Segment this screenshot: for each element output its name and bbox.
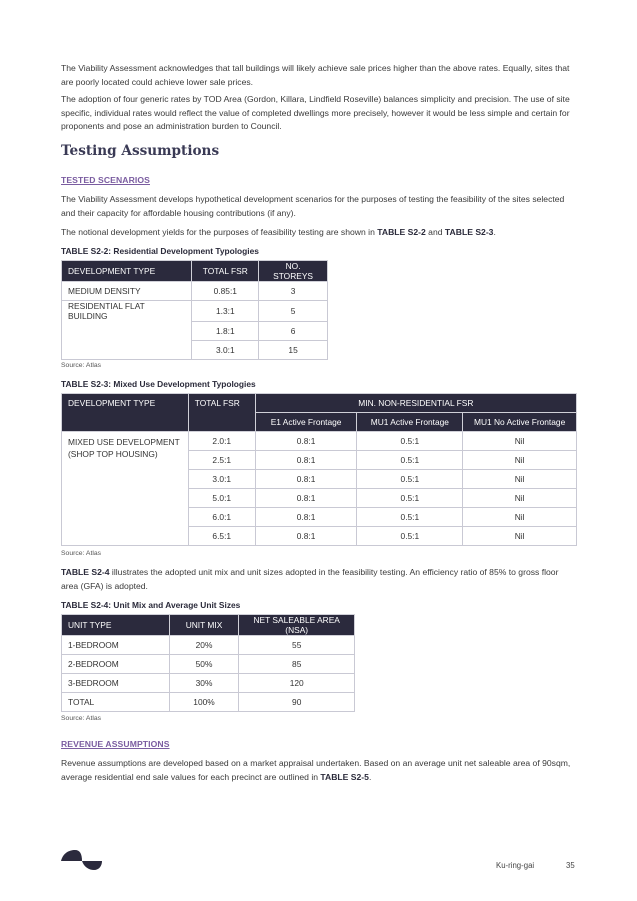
table-cell: 6 <box>259 321 328 340</box>
table-cell: Nil <box>463 489 577 508</box>
table-cell: Nil <box>463 451 577 470</box>
col-header-no-storeys: NO. STOREYS <box>259 261 328 282</box>
unit-mix-text: illustrates the adopted unit mix and unit sizes adopted in the feasibility testing. An efficiency ratio of 85% to gross floor area (GFA) is adopted. <box>61 567 559 591</box>
table-row <box>62 636 355 655</box>
table-ref-s2-5: TABLE S2-5 <box>320 771 369 782</box>
table-cell: 0.8:1 <box>255 527 357 546</box>
table-cell: 1.3:1 <box>192 301 259 322</box>
col-header-mu1-no-active-frontage: MU1 No Active Frontage <box>463 413 577 432</box>
table-cell: 0.5:1 <box>357 470 463 489</box>
table-cell: 0.5:1 <box>357 527 463 546</box>
revenue-text: Revenue assumptions are developed based on a market appraisal undertaken. Based on an average unit net saleable area of 90sqm, average residential end sale values for each precinct are outlined in <box>61 758 571 782</box>
table-s2-3-caption: TABLE S2-3: Mixed Use Development Typologies <box>61 379 256 389</box>
table-cell: 15 <box>259 340 328 359</box>
table-cell: 0.8:1 <box>255 508 357 527</box>
table-cell: 100% <box>169 693 239 712</box>
table-cell: 0.8:1 <box>255 432 357 451</box>
col-header-mu1-active-frontage: MU1 Active Frontage <box>357 413 463 432</box>
table-cell: 55 <box>239 636 355 655</box>
table-cell: 0.5:1 <box>357 451 463 470</box>
paragraph-revenue-assumptions <box>61 757 577 784</box>
table-s2-2-source: Source: Atlas <box>61 362 102 369</box>
col-header-development-type: DEVELOPMENT TYPE <box>62 261 192 282</box>
table-s2-2-caption: TABLE S2-2: Residential Development Typologies <box>61 246 259 256</box>
paragraph-viability-sale-prices: The Viability Assessment acknowledges that tall buildings will likely achieve sale prices higher than the above rates. Equally, sites that are poorly located could achieve lower sale prices. <box>61 63 570 87</box>
table-cell: 0.5:1 <box>357 508 463 527</box>
table-cell: TOTAL <box>62 693 170 712</box>
table-cell: 0.85:1 <box>192 282 259 301</box>
table-s2-4-caption: TABLE S2-4: Unit Mix and Average Unit Sizes <box>61 600 241 610</box>
table-ref-s2-4: TABLE S2-4 <box>61 567 110 577</box>
footer-page-number: 35 <box>566 861 575 870</box>
table-cell: Nil <box>463 508 577 527</box>
table-cell: 120 <box>239 674 355 693</box>
col-header-nsa: NET SALEABLE AREA (NSA) <box>239 615 355 636</box>
table-cell: RESIDENTIAL FLAT BUILDING <box>62 301 192 322</box>
table-header-row <box>62 615 355 636</box>
table-header-row <box>62 261 328 282</box>
section-heading-testing-assumptions: Testing Assumptions <box>61 143 220 159</box>
type-line-2: (SHOP TOP HOUSING) <box>68 449 158 459</box>
col-header-unit-type: UNIT TYPE <box>62 615 170 636</box>
table-row <box>62 432 577 451</box>
table-cell: 50% <box>169 655 239 674</box>
table-ref-s2-2: TABLE S2-2 <box>377 227 426 237</box>
table-cell: 1-BEDROOM <box>62 636 170 655</box>
table-cell-development-type <box>62 432 189 546</box>
table-s2-3-source: Source: Atlas <box>61 550 102 557</box>
table-ref-s2-3: TABLE S2-3 <box>444 227 494 237</box>
table-residential-typologies <box>61 260 328 360</box>
table-cell: 1.8:1 <box>192 321 259 340</box>
paragraph-notional-yields <box>61 226 577 240</box>
table-cell: 0.5:1 <box>357 432 463 451</box>
table-row <box>62 321 328 340</box>
table-s2-4-source: Source: Atlas <box>61 715 102 722</box>
table-cell: Nil <box>463 432 577 451</box>
col-header-total-fsr: TOTAL FSR <box>192 261 259 282</box>
table-cell: 5.0:1 <box>188 489 255 508</box>
paragraph-hypothetical-scenarios: The Viability Assessment develops hypothetical development scenarios for the purposes of testing the feasibility of the sites selected and their capacity for affordable housing contributions (if any). <box>61 194 565 218</box>
table-row <box>62 282 328 301</box>
col-header-min-non-residential-fsr: MIN. NON-RESIDENTIAL FSR <box>255 394 576 413</box>
col-header-unit-mix: UNIT MIX <box>169 615 239 636</box>
table-cell: 0.8:1 <box>255 489 357 508</box>
table-cell: 3.0:1 <box>188 470 255 489</box>
table-cell: Nil <box>463 527 577 546</box>
table-cell: 30% <box>169 674 239 693</box>
table-row <box>62 340 328 359</box>
table-cell: 0.5:1 <box>357 489 463 508</box>
table-cell: 3.0:1 <box>192 340 259 359</box>
subheading-tested-scenarios: TESTED SCENARIOS <box>61 175 150 185</box>
table-cell: 3 <box>259 282 328 301</box>
col-header-total-fsr: TOTAL FSR <box>188 394 255 432</box>
table-cell: Nil <box>463 470 577 489</box>
table-header-row <box>62 394 577 413</box>
table-cell: 6.5:1 <box>188 527 255 546</box>
table-cell: 0.8:1 <box>255 470 357 489</box>
table-cell: 2-BEDROOM <box>62 655 170 674</box>
table-cell: 85 <box>239 655 355 674</box>
footer-council-name: Ku-ring-gai <box>496 861 535 870</box>
notional-yields-text-pre: The notional development yields for the purposes of feasibility testing are shown in <box>61 227 378 237</box>
table-cell: 3-BEDROOM <box>62 674 170 693</box>
col-header-e1-active-frontage: E1 Active Frontage <box>255 413 357 432</box>
table-cell: 6.0:1 <box>188 508 255 527</box>
paragraph-generic-rates: The adoption of four generic rates by TOD Area (Gordon, Killara, Lindfield Roseville) balances simplicity and precision. The use of site specific, individual rates would reflect the value of completed dwellings more precisely, however it would be less simple and certain for proponents and pose an administration burden to Council. <box>61 94 570 131</box>
table-row <box>62 674 355 693</box>
table-mixed-use-typologies <box>61 393 577 546</box>
table-row <box>62 693 355 712</box>
table-cell: 2.0:1 <box>188 432 255 451</box>
table-cell <box>62 340 192 359</box>
type-line-1: MIXED USE DEVELOPMENT <box>68 437 180 447</box>
col-header-development-type: DEVELOPMENT TYPE <box>62 394 189 432</box>
table-row <box>62 655 355 674</box>
table-cell: MEDIUM DENSITY <box>62 282 192 301</box>
table-row <box>62 301 328 322</box>
table-cell: 5 <box>259 301 328 322</box>
table-cell: 90 <box>239 693 355 712</box>
table-cell: 2.5:1 <box>188 451 255 470</box>
table-cell: 20% <box>169 636 239 655</box>
table-cell: 0.8:1 <box>255 451 357 470</box>
table-cell <box>62 321 192 340</box>
council-logo-icon <box>61 849 103 871</box>
notional-yields-text-mid: and <box>425 227 445 237</box>
revenue-text-post: . <box>368 771 372 782</box>
paragraph-unit-mix <box>61 566 577 593</box>
subheading-revenue-assumptions: REVENUE ASSUMPTIONS <box>61 739 170 749</box>
notional-yields-text-post: . <box>493 227 496 237</box>
table-unit-mix <box>61 614 355 712</box>
